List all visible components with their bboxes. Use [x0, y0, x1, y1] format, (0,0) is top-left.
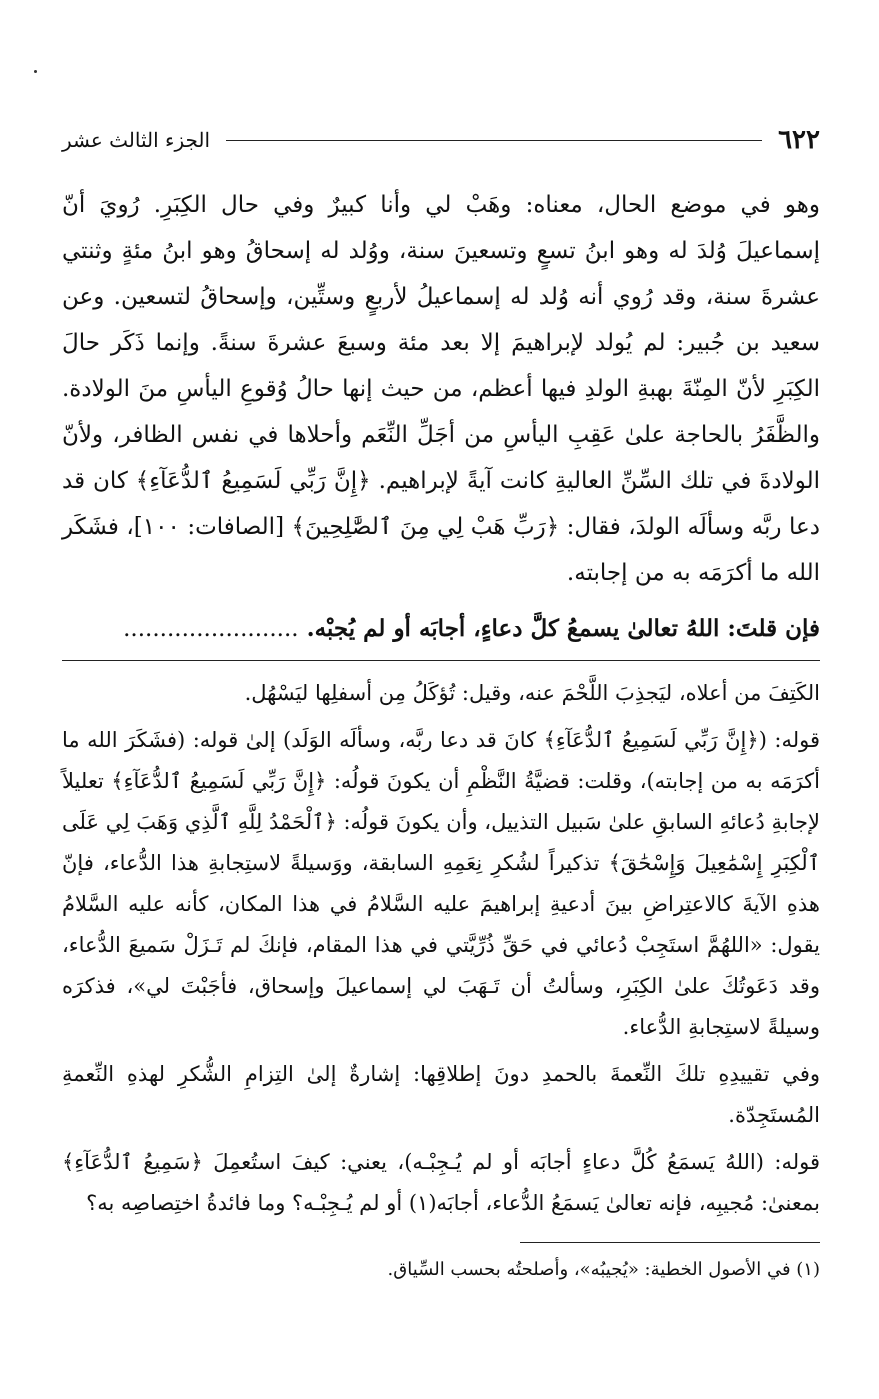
commentary [62, 673, 820, 1224]
running-title: الجزء الثالث عشر [62, 128, 211, 152]
question-text: فإن قلتَ: اللهُ تعالىٰ يسمعُ كلَّ دعاءٍ، أجابَه أو لم يُجبْه. [306, 615, 820, 642]
main-paragraph: وهو في موضع الحال، معناه: وهَبْ لي وأنا كبيرٌ وفي حال الكِبَرِ. رُويَ أنّ إسماعيلَ وُلدَ له وهو ابنُ تسعٍ وتسعينَ سنة، ووُلد له إسحاقُ وهو ابنُ مئةٍ وثنتي عشرةَ سنة، وقد رُوي أنه وُلد له إسماعيلُ لأربعٍ وستِّين، وإسحاقُ لتسعين. وعن سعيد بن جُبير: لم يُولد لإبراهيمَ إلا بعد مئة وسبعَ عشرةَ سنةً. وإنما ذَكَر حالَ الكِبَرِ لأنّ المِنّةَ بهبةِ الولدِ فيها أعظم، من حيث إنها حالُ وُقوعِ اليأسِ منَ الولادة. والظَّفَرُ بالحاجة علىٰ عَقِبِ اليأسِ من أجَلِّ النِّعَم وأحلاها في نفس الظافر، ولأنّ الولادةَ في تلك السِّنِّ العاليةِ كانت آيةً لإبراهيم. ﴿إِنَّ رَبِّي لَسَمِيعُ ٱلدُّعَآءِ﴾ كان قد دعا ربَّه وسألَه الولدَ، فقال: ﴿رَبِّ هَبْ لِي مِنَ ٱلصَّٰلِحِينَ﴾ [الصافات: ١٠٠]، فشَكَر الله ما أكرَمَه به من إجابته. [62, 192, 820, 586]
header-rule [226, 140, 762, 141]
page-number: ٦٢٢ [778, 125, 820, 155]
question-line [62, 606, 820, 652]
continuation-dots: ........................ [123, 616, 299, 642]
page [62, 118, 820, 1285]
stray-mark [34, 70, 37, 73]
commentary-paragraph-4: قوله: (اللهُ يَسمَعُ كُلَّ دعاءٍ أجابَه أو لم يُـجِبْـه)، يعني: كيفَ استُعمِلَ ﴿سَمِيعُ ٱلدُّعَآءِ﴾ بمعنىٰ: مُجيبِه، فإنه تعالىٰ يَسمَعُ الدُّعاء، أجابَه(١) أو لم يُـجِبْـه؟ وما فائدةُ اختِصاصِه به؟ [62, 1150, 820, 1215]
main-text [62, 182, 820, 596]
commentary-paragraph-3: وفي تقييدِهِ تلكَ النِّعمةَ بالحمدِ دونَ إطلاقِها: إشارةٌ إلىٰ التِزامِ الشُّكرِ لهذهِ النِّعمةِ المُستَجِدّة. [62, 1062, 820, 1127]
footnote-rule [520, 1242, 820, 1243]
text-commentary-divider [62, 660, 820, 661]
footnote: (١) في الأصول الخطية: «يُجيبُه»، وأصلحتُه بحسب السِّياق. [387, 1259, 820, 1280]
commentary-paragraph-2: قوله: (﴿إِنَّ رَبِّي لَسَمِيعُ ٱلدُّعَآءِ﴾ كانَ قد دعا ربَّه، وسألَه الوَلَد) إلىٰ قوله: (فشَكَرَ الله ما أكرَمَه به من إجابته)، وقلت: قضيَّةُ النَّظْمِ أن يكونَ قولُه: ﴿إِنَّ رَبِّي لَسَمِيعُ ٱلدُّعَآءِ﴾ تعليلاً لإجابةِ دُعائهِ السابقِ علىٰ سَبيل التذييل، وأن يكونَ قولُه: ﴿ٱلْحَمْدُ لِلَّهِ ٱلَّذِي وَهَبَ لِي عَلَى ٱلْكِبَرِ إِسْمَٰعِيلَ وَإِسْحَٰقَ﴾ تذكيراً لشُكرِ نِعَمِهِ السابقة، ووَسيلةً لاستِجابةِ هذا الدُّعاء، فإنّ هذهِ الآيةَ كالاعتِراضِ بينَ أدعيةِ إبراهيمَ عليه السَّلامُ في هذا المكان، كأنه عليه السَّلامُ يقول: «اللهُمَّ استَجِبْ دُعائي في حَقِّ ذُرِّيَّتي في هذا المقام، فإنكَ لم تَـزَلْ سَميعَ الدُّعاء، وقد دَعَوتُكَ علىٰ الكِبَرِ، وسألتُ أن تَـهَبَ لي إسماعيلَ وإسحاق، فأجَبْتَ لي»، فذكرَه وسيلةً لاستِجابةِ الدُّعاء. [62, 728, 820, 1039]
page-header [62, 118, 820, 162]
commentary-paragraph-1: الكَتِفَ من أعلاه، ليَجذِبَ اللَّحْمَ عنه، وقيل: تُؤكَلُ مِن أسفلِها ليَسْهُل. [244, 681, 820, 705]
